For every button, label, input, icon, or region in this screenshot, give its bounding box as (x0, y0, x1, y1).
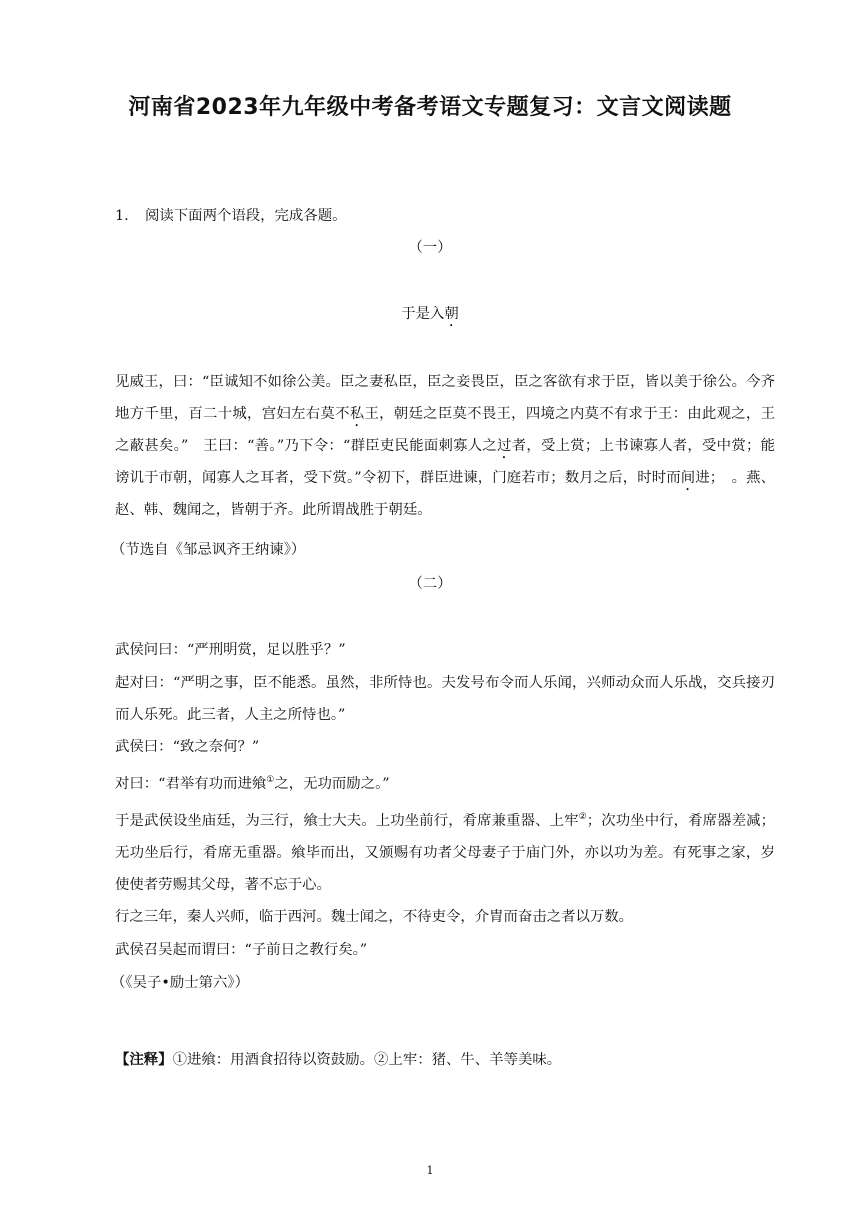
emphasis-char: 过 (497, 438, 512, 454)
passage-line: 武侯召吴起而谓曰：“子前日之教行矣。” (115, 941, 368, 958)
passage-line: 武侯问曰：“严刑明赏，足以胜乎？” (115, 642, 346, 658)
section-2-label: （二） (408, 576, 452, 592)
section-1-heading: 于是入朝 (401, 306, 459, 322)
emphasis-char: 间 (680, 470, 696, 486)
annotation-note (115, 1048, 775, 1069)
passage-line: 行之三年，秦人兴师，临于西河。魏士闻之，不待吏令，介胄而奋击之者以万数。 (115, 908, 634, 925)
section-2-passage (111, 634, 775, 1000)
note-label: 【注释】 (115, 1051, 173, 1068)
page-number: 1 (426, 1164, 434, 1177)
question-number: 1. (115, 208, 129, 224)
emphasis-char: 朝 (444, 306, 459, 322)
section-1-source: （节选自《邹忌讽齐王纳谏》） (111, 542, 306, 558)
note-text: ①进飨：用酒食招待以资鼓励。②上牢：猪、牛、羊等美味。 (172, 1052, 562, 1068)
passage-line: 起对曰：“严明之事，臣不能悉。虽然，非所恃也。夫发号布令而人乐闻，兴师动众而人乐战，交兵接刃而人乐死。此三者，人主之所恃也。” (115, 675, 775, 723)
passage-line: 武侯曰：“致之奈何？” (115, 739, 260, 755)
passage-line: 对曰：“君举有功而进飨①之，无功而励之。” (115, 775, 390, 792)
passage-paragraph: 见威王，曰：“臣诚知不如徐公美。臣之妻私臣，臣之妾畏臣，臣之客欲有求于臣，皆以美于徐公。今齐地方千里，百二十城，宫妇左右莫不私王，朝廷之臣莫不畏王，四境之内莫不有求于王：由此观之，王之蔽甚矣。” 王曰：“善。”乃下令：“群臣吏民能面刺寡人之过者，受上赏；上书谏寡人者，受中赏；能谤讥于市朝，闻寡人之耳者，受下赏。”令初下，群臣进谏，门庭若市；数月之后，时时而间进； 。燕、赵、韩、魏闻之，皆朝于齐。此所谓战胜于朝廷。 (115, 374, 775, 518)
section-2-source: （《吴子•励士第六》） (111, 974, 249, 991)
passage-line: 于是武侯设坐庙廷，为三行，飨士大夫。上功坐前行，肴席兼重器、上牢②；次功坐中行，肴席器差减；无功坐后行，肴席无重器。飨毕而出，又颁赐有功者父母妻子于庙门外，亦以功为差。有死事之家，岁使使者劳赐其父母，著不忘于心。 (115, 811, 775, 893)
emphasis-char: 私 (349, 406, 365, 422)
question-text: 阅读下面两个语段，完成各题。 (145, 208, 347, 224)
page-title: 河南省2023年九年级中考备考语文专题复习：文言文阅读题 (128, 95, 732, 120)
footnote-marker: ① (266, 775, 275, 785)
question-prompt (115, 204, 346, 225)
footnote-marker: ② (578, 811, 587, 822)
section-1-label: （一） (408, 240, 452, 256)
section-1-passage (115, 366, 775, 526)
